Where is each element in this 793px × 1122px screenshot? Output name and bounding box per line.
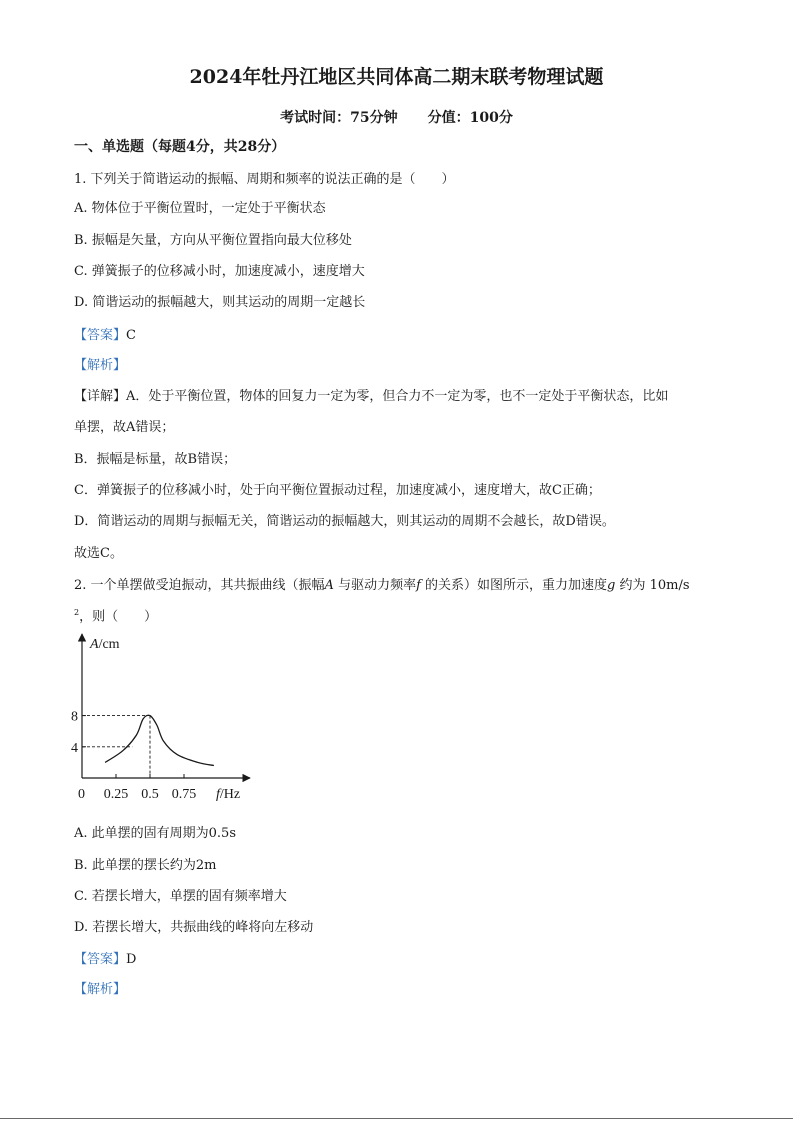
x-axis-unit: /Hz <box>219 787 241 802</box>
q2-option-b: B. 此单摆的摆长约为2m <box>74 858 217 873</box>
q2-stem-text-5: ，则（ ） <box>79 609 158 625</box>
q1-stem: 1. 下列关于简谐运动的振幅、周期和频率的说法正确的是（ ） <box>74 172 455 187</box>
q1-option-b: B. 振幅是矢量，方向从平衡位置指向最大位移处 <box>74 233 352 248</box>
x-axis-label <box>216 787 240 802</box>
q2-option-a: A. 此单摆的固有周期为0.5s <box>74 826 236 841</box>
q2-analysis-tag: 【解析】 <box>74 982 127 997</box>
q2-stem-text-1: 2. 一个单摆做受迫振动，其共振曲线（振幅 <box>74 578 325 593</box>
q1-detail-line-2: 单摆，故A错误； <box>74 420 175 435</box>
q2-var-f: f <box>416 578 421 593</box>
q1-detail-line-4: C．弹簧振子的位移减小时，处于向平衡位置振动过程，加速度减小，速度增大，故C正确； <box>74 483 601 498</box>
exam-time: 考试时间：75分钟 <box>280 110 398 126</box>
y-tick-label: 4 <box>71 740 78 756</box>
q1-detail-line-3: B．振幅是标量，故B错误； <box>74 452 237 467</box>
exam-score: 分值：100分 <box>427 110 513 126</box>
answer-tag: 【答案】 <box>74 328 127 343</box>
q2-answer <box>74 951 136 969</box>
q2-option-c: C. 若摆长增大，单摆的固有频率增大 <box>74 889 287 904</box>
x-tick-label: 0.75 <box>171 787 197 802</box>
q2-var-a: A <box>324 578 334 593</box>
q2-stem-text-2: 与驱动力频率 <box>333 578 417 593</box>
x-axis-var: f <box>216 787 220 802</box>
q1-option-a: A. 物体位于平衡位置时，一定处于平衡状态 <box>74 201 326 216</box>
answer-tag: 【答案】 <box>74 952 127 967</box>
q2-superscript: 2 <box>74 608 80 617</box>
x-tick-label: 0.5 <box>141 787 159 802</box>
resonance-chart <box>72 630 262 806</box>
detail-text: A．处于平衡位置，物体的回复力一定为零，但合力不一定为零，也不一定处于平衡状态，比如 <box>126 389 669 404</box>
exam-info <box>0 108 793 128</box>
detail-tag: 【详解】 <box>74 389 127 404</box>
section-heading: 一、单选题（每题4分，共28分） <box>74 139 286 155</box>
y-axis-var: A <box>90 637 99 652</box>
footer-rule <box>0 1118 793 1119</box>
q1-detail-line-5: D．简谐运动的周期与振幅无关，简谐运动的振幅越大，则其运动的周期不会越长，故D错误。 <box>74 514 615 529</box>
q2-stem-cont <box>74 604 157 626</box>
q1-option-c: C. 弹簧振子的位移减小时，加速度减小，速度增大 <box>74 264 365 279</box>
answer-value: C <box>126 328 136 343</box>
q2-stem-text-4: 约为 10m/s <box>615 578 690 593</box>
origin-label: 0 <box>78 787 85 802</box>
page-title: 2024年牡丹江地区共同体高二期末联考物理试题 <box>189 66 604 88</box>
q1-analysis-tag: 【解析】 <box>74 358 127 373</box>
y-axis-label <box>89 637 120 652</box>
y-tick-label: 8 <box>71 709 78 725</box>
q2-stem-text-3: 的关系）如图所示，重力加速度 <box>420 578 608 593</box>
x-tick-label: 0.25 <box>103 787 129 802</box>
q2-var-g: g <box>607 578 616 593</box>
q2-stem <box>74 577 690 595</box>
q1-detail-line-6: 故选C。 <box>74 546 123 561</box>
resonance-curve <box>105 715 214 765</box>
q1-answer <box>74 327 136 345</box>
q2-option-d: D. 若摆长增大，共振曲线的峰将向左移动 <box>74 920 314 935</box>
q1-option-d: D. 简谐运动的振幅越大，则其运动的周期一定越长 <box>74 295 366 310</box>
q1-detail-line-1 <box>74 388 668 406</box>
answer-value: D <box>126 952 137 967</box>
y-axis-unit: /cm <box>98 637 120 652</box>
